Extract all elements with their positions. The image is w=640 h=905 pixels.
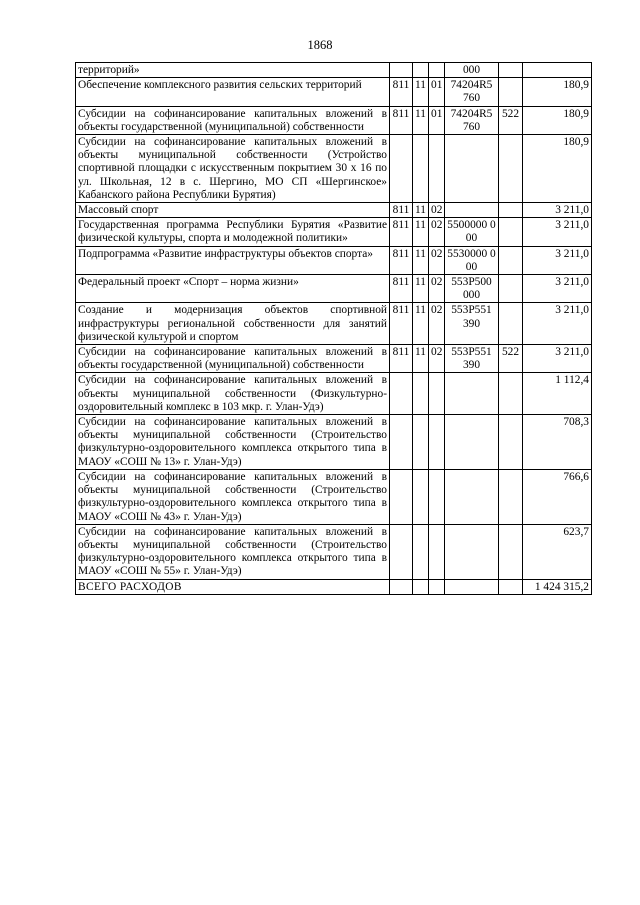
expense-name-cell: Обеспечение комплексного развития сельских территорий [76, 78, 390, 106]
subsection-code-cell: 02 [429, 303, 445, 345]
expense-type-cell [499, 373, 523, 415]
target-article-cell [445, 135, 499, 203]
table-row [76, 345, 592, 373]
section-code-cell: 11 [413, 303, 429, 345]
table-row [76, 63, 592, 78]
target-article-cell [445, 373, 499, 415]
page-number: 1868 [307, 38, 333, 52]
section-code-cell: 11 [413, 106, 429, 134]
subsection-code-cell: 01 [429, 78, 445, 106]
target-article-cell: 74204R5 760 [445, 78, 499, 106]
table-row [76, 415, 592, 470]
section-code-cell [413, 373, 429, 415]
table-row [76, 373, 592, 415]
table-row [76, 106, 592, 134]
target-article-cell: 5530000 000 [445, 246, 499, 274]
section-code-cell [413, 135, 429, 203]
subsection-code-cell [429, 579, 445, 594]
expense-name-cell: Субсидии на софинансирование капитальных вложений в объекты муниципальной собственности (Строительство физкультурно-оздоровительного комплекса открытого типа в МАОУ «СОШ № 43» г. Улан-Удэ) [76, 469, 390, 524]
expense-name-cell: Государственная программа Республики Бурятия «Развитие физической культуры, спорта и молодежной политики» [76, 218, 390, 246]
amount-cell: 3 211,0 [523, 203, 592, 218]
amount-cell: 3 211,0 [523, 345, 592, 373]
expense-type-cell [499, 524, 523, 579]
ministry-code-cell: 811 [390, 218, 413, 246]
subsection-code-cell [429, 415, 445, 470]
ministry-code-cell: 811 [390, 275, 413, 303]
expense-type-cell [499, 203, 523, 218]
target-article-cell [445, 524, 499, 579]
target-article-cell: 74204R5 760 [445, 106, 499, 134]
subsection-code-cell [429, 135, 445, 203]
amount-cell: 180,9 [523, 78, 592, 106]
table-body [76, 63, 592, 595]
expense-name-cell: территорий» [76, 63, 390, 78]
expense-type-cell [499, 63, 523, 78]
section-code-cell [413, 469, 429, 524]
target-article-cell: 000 [445, 63, 499, 78]
ministry-code-cell [390, 63, 413, 78]
table-row [76, 524, 592, 579]
subsection-code-cell: 02 [429, 345, 445, 373]
expense-name-cell: Федеральный проект «Спорт – норма жизни» [76, 275, 390, 303]
expense-type-cell: 522 [499, 106, 523, 134]
subsection-code-cell [429, 469, 445, 524]
target-article-cell [445, 469, 499, 524]
section-code-cell: 11 [413, 203, 429, 218]
expense-name-cell: Массовый спорт [76, 203, 390, 218]
expense-type-cell: 522 [499, 345, 523, 373]
expense-name-cell: ВСЕГО РАСХОДОВ [76, 579, 390, 594]
ministry-code-cell [390, 373, 413, 415]
ministry-code-cell [390, 579, 413, 594]
table-row [76, 218, 592, 246]
ministry-code-cell [390, 135, 413, 203]
expense-name-cell: Субсидии на софинансирование капитальных вложений в объекты государственной (муниципальной) собственности [76, 106, 390, 134]
table-row [76, 275, 592, 303]
section-code-cell: 11 [413, 345, 429, 373]
table-row [76, 469, 592, 524]
expense-name-cell: Субсидии на софинансирование капитальных вложений в объекты государственной (муниципальной) собственности [76, 345, 390, 373]
ministry-code-cell: 811 [390, 345, 413, 373]
expense-name-cell: Субсидии на софинансирование капитальных вложений в объекты муниципальной собственности (Физкультурно-оздоровительный комплекс в 103 мкр. г. Улан-Удэ) [76, 373, 390, 415]
expense-name-cell: Субсидии на софинансирование капитальных вложений в объекты муниципальной собственности (Строительство физкультурно-оздоровительного комплекса открытого типа в МАОУ «СОШ № 55» г. Улан-Удэ) [76, 524, 390, 579]
section-code-cell [413, 524, 429, 579]
expense-name-cell: Подпрограмма «Развитие инфраструктуры объектов спорта» [76, 246, 390, 274]
table-row [76, 203, 592, 218]
ministry-code-cell: 811 [390, 303, 413, 345]
amount-cell: 180,9 [523, 106, 592, 134]
amount-cell: 3 211,0 [523, 218, 592, 246]
expense-name-cell: Создание и модернизация объектов спортивной инфраструктуры региональной собственности для занятий физической культурой и спортом [76, 303, 390, 345]
amount-cell: 1 424 315,2 [523, 579, 592, 594]
subsection-code-cell [429, 63, 445, 78]
subsection-code-cell: 01 [429, 106, 445, 134]
expense-type-cell [499, 218, 523, 246]
target-article-cell [445, 203, 499, 218]
ministry-code-cell [390, 469, 413, 524]
ministry-code-cell: 811 [390, 246, 413, 274]
section-code-cell [413, 415, 429, 470]
ministry-code-cell: 811 [390, 106, 413, 134]
amount-cell: 180,9 [523, 135, 592, 203]
ministry-code-cell: 811 [390, 78, 413, 106]
expense-type-cell [499, 579, 523, 594]
expense-name-cell: Субсидии на софинансирование капитальных вложений в объекты муниципальной собственности (Устройство спортивной площадки с искусственным покрытием 30 х 16 по ул. Школьная, 12 в с. Шергино, МО СП «Шергинское» Кабанского района Республики Бурятия) [76, 135, 390, 203]
table-row [76, 246, 592, 274]
subsection-code-cell: 02 [429, 275, 445, 303]
budget-table [75, 62, 592, 595]
expense-type-cell [499, 303, 523, 345]
section-code-cell: 11 [413, 78, 429, 106]
section-code-cell: 11 [413, 275, 429, 303]
subsection-code-cell [429, 373, 445, 415]
section-code-cell [413, 579, 429, 594]
subsection-code-cell [429, 524, 445, 579]
expense-type-cell [499, 246, 523, 274]
target-article-cell [445, 415, 499, 470]
ministry-code-cell: 811 [390, 203, 413, 218]
ministry-code-cell [390, 415, 413, 470]
section-code-cell: 11 [413, 246, 429, 274]
target-article-cell: 553P551 390 [445, 345, 499, 373]
total-row [76, 579, 592, 594]
ministry-code-cell [390, 524, 413, 579]
amount-cell: 3 211,0 [523, 275, 592, 303]
target-article-cell: 5500000 000 [445, 218, 499, 246]
subsection-code-cell: 02 [429, 218, 445, 246]
expense-name-cell: Субсидии на софинансирование капитальных вложений в объекты муниципальной собственности (Строительство физкультурно-оздоровительного комплекса открытого типа в МАОУ «СОШ № 13» г. Улан-Удэ) [76, 415, 390, 470]
amount-cell: 1 112,4 [523, 373, 592, 415]
target-article-cell [445, 579, 499, 594]
amount-cell [523, 63, 592, 78]
section-code-cell [413, 63, 429, 78]
target-article-cell: 553P551 390 [445, 303, 499, 345]
amount-cell: 3 211,0 [523, 303, 592, 345]
amount-cell: 623,7 [523, 524, 592, 579]
amount-cell: 708,3 [523, 415, 592, 470]
expense-type-cell [499, 415, 523, 470]
expense-type-cell [499, 135, 523, 203]
table-row [76, 303, 592, 345]
expense-type-cell [499, 78, 523, 106]
subsection-code-cell: 02 [429, 203, 445, 218]
expense-type-cell [499, 469, 523, 524]
amount-cell: 3 211,0 [523, 246, 592, 274]
target-article-cell: 553P500 000 [445, 275, 499, 303]
expense-type-cell [499, 275, 523, 303]
subsection-code-cell: 02 [429, 246, 445, 274]
section-code-cell: 11 [413, 218, 429, 246]
table-row [76, 135, 592, 203]
table-row [76, 78, 592, 106]
amount-cell: 766,6 [523, 469, 592, 524]
